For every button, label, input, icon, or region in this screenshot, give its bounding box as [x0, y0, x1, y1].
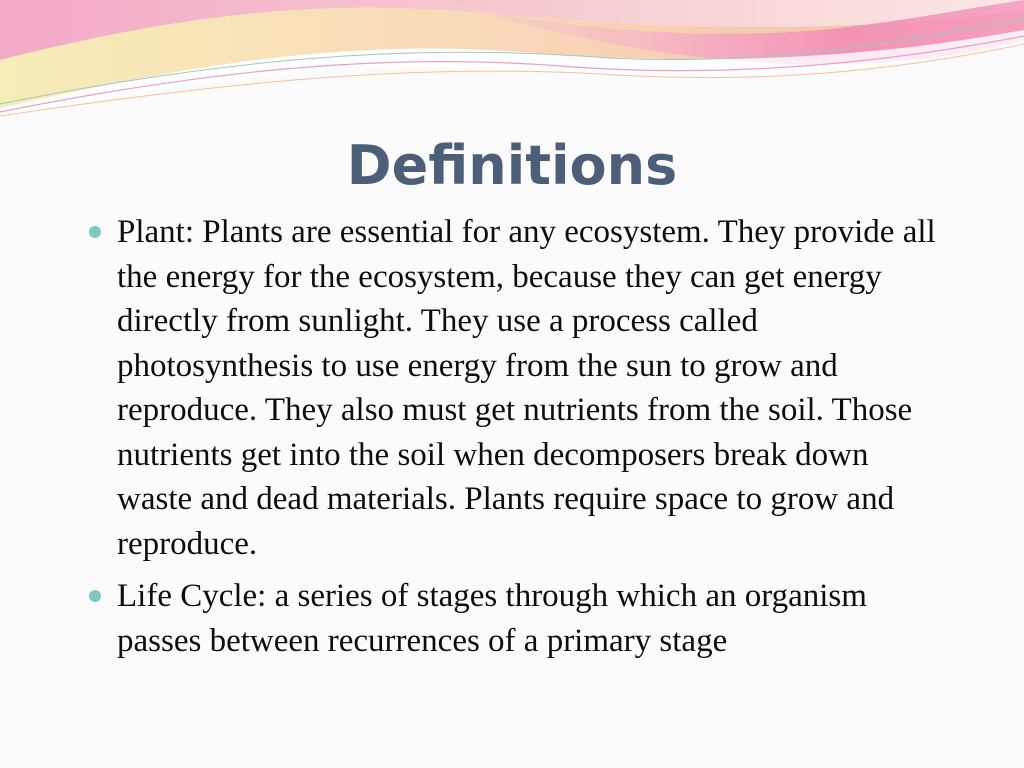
bullet-text: Life Cycle: a series of stages through which an organism passes between recurrences of a primary stage: [117, 578, 867, 659]
bullet-item-life-cycle: [88, 574, 938, 663]
bullet-icon: [89, 590, 101, 602]
bullet-item-plant: [88, 210, 938, 566]
bullet-icon: [89, 226, 101, 238]
bullet-list: [88, 210, 938, 671]
slide-title: Definitions: [346, 134, 678, 197]
bullet-text: Plant: Plants are essential for any ecosystem. They provide all the energy for the ecosystem, because they can get energy directly from sunlight. They use a process called photosynthesis to use energy from the sun to grow and reproduce. They also must get nutrients from the soil. Those nutrients get into the soil when decomposers break down waste and dead materials. Plants require space to grow and reproduce.: [117, 214, 936, 562]
decorative-wave-header: [0, 0, 1024, 130]
